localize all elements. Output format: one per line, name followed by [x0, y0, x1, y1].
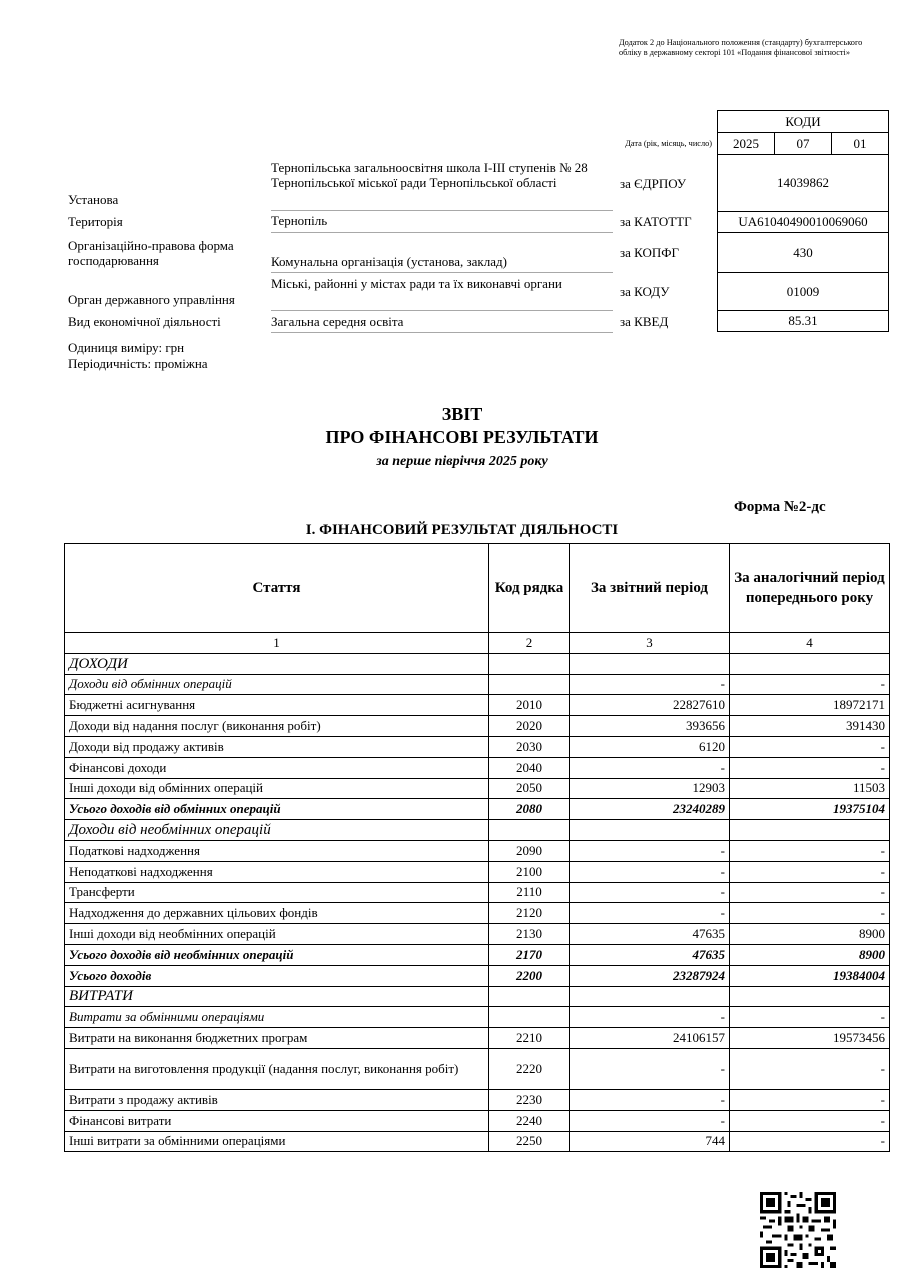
section-title: І. ФІНАНСОВИЙ РЕЗУЛЬТАТ ДІЯЛЬНОСТІ — [305, 522, 619, 538]
row-current-value — [570, 986, 730, 1007]
row-name: Інші доходи від необмінних операцій — [65, 924, 489, 945]
date-year: 2025 — [717, 132, 775, 155]
row-previous-value: 19375104 — [730, 799, 890, 820]
row-code: 2220 — [489, 1048, 570, 1089]
row-current-value — [570, 653, 730, 674]
report-title: ЗВІТ — [441, 404, 483, 424]
row-current-value: 6120 — [570, 736, 730, 757]
row-code: 2010 — [489, 695, 570, 716]
row-name: Доходи від необмінних операцій — [65, 820, 489, 841]
row-name: ДОХОДИ — [65, 653, 489, 674]
row-code: 2020 — [489, 716, 570, 737]
table-row — [65, 1028, 890, 1049]
row-code: 2110 — [489, 882, 570, 903]
table-row — [65, 695, 890, 716]
row-name: Фінансові доходи — [65, 757, 489, 778]
row-code: 2240 — [489, 1110, 570, 1131]
header-row-code: Код рядка — [489, 544, 570, 633]
row-code: 2030 — [489, 736, 570, 757]
row-current-value: 23287924 — [570, 965, 730, 986]
row-current-value: - — [570, 882, 730, 903]
row-previous-value — [730, 653, 890, 674]
row-current-value: 393656 — [570, 716, 730, 737]
row-current-value: - — [570, 861, 730, 882]
row-name: Усього доходів від обмінних операцій — [65, 799, 489, 820]
periodicity: Періодичність: проміжна — [68, 356, 208, 371]
row-code — [489, 674, 570, 695]
qr-code-icon — [760, 1192, 836, 1268]
row-name: Доходи від надання послуг (виконання робіт) — [65, 716, 489, 737]
row-current-value: 744 — [570, 1131, 730, 1152]
row-name: Інші доходи від обмінних операцій — [65, 778, 489, 799]
header-previous-period: За аналогічний період попереднього року — [730, 544, 890, 633]
table-row — [65, 965, 890, 986]
requisite-value-activity: Загальна середня освіта — [271, 314, 613, 333]
requisite-label-institution: Установа — [68, 192, 119, 207]
row-name: Фінансові витрати — [65, 1110, 489, 1131]
row-current-value: 47635 — [570, 944, 730, 965]
row-name: Доходи від обмінних операцій — [65, 674, 489, 695]
requisite-code-edrpou: 14039862 — [717, 154, 889, 212]
requisite-label-territory: Територія — [68, 214, 123, 229]
row-code: 2130 — [489, 924, 570, 945]
row-current-value: - — [570, 1048, 730, 1089]
row-current-value — [570, 820, 730, 841]
header-article: Стаття — [65, 544, 489, 633]
requisite-code-kopfg: 430 — [717, 232, 889, 273]
row-name: Доходи від продажу активів — [65, 736, 489, 757]
row-name: Інші витрати за обмінними операціями — [65, 1131, 489, 1152]
row-code: 2230 — [489, 1089, 570, 1110]
table-row — [65, 653, 890, 674]
table-row — [65, 1131, 890, 1152]
col-number: 3 — [570, 633, 730, 654]
table-row — [65, 944, 890, 965]
requisite-label-activity: Вид економічної діяльності — [68, 314, 221, 329]
row-previous-value: 8900 — [730, 944, 890, 965]
table-row — [65, 882, 890, 903]
row-previous-value — [730, 986, 890, 1007]
row-previous-value: - — [730, 736, 890, 757]
row-code: 2200 — [489, 965, 570, 986]
row-previous-value: 8900 — [730, 924, 890, 945]
form-number: Форма №2-дс — [734, 499, 826, 515]
table-row — [65, 924, 890, 945]
table-row — [65, 736, 890, 757]
table-row — [65, 840, 890, 861]
col-number: 2 — [489, 633, 570, 654]
row-code: 2090 — [489, 840, 570, 861]
row-code — [489, 820, 570, 841]
row-code: 2170 — [489, 944, 570, 965]
row-current-value: - — [570, 674, 730, 695]
table-row — [65, 1110, 890, 1131]
table-row — [65, 1007, 890, 1028]
row-code: 2080 — [489, 799, 570, 820]
requisite-value-territory: Тернопіль — [271, 213, 613, 233]
row-code: 2120 — [489, 903, 570, 924]
requisite-code-kodu: 01009 — [717, 272, 889, 311]
row-current-value: 22827610 — [570, 695, 730, 716]
row-name: Витрати за обмінними операціями — [65, 1007, 489, 1028]
requisite-value-institution: Тернопільська загальноосвітня школа І-ІІІ ступенів № 28 Тернопільської міської ради Тернопільської області — [271, 160, 613, 211]
table-row — [65, 799, 890, 820]
row-current-value: 47635 — [570, 924, 730, 945]
requisite-label-opf: Організаційно-правова форма господарювання — [68, 238, 234, 268]
row-previous-value: - — [730, 882, 890, 903]
row-previous-value: - — [730, 903, 890, 924]
row-current-value: - — [570, 1089, 730, 1110]
row-current-value: 12903 — [570, 778, 730, 799]
header-current-period: За звітний період — [570, 544, 730, 633]
row-previous-value: - — [730, 674, 890, 695]
row-name: Витрати на виготовлення продукції (надання послуг, виконання робіт) — [65, 1048, 489, 1089]
date-month: 07 — [774, 132, 832, 155]
row-code — [489, 653, 570, 674]
date-day: 01 — [831, 132, 889, 155]
row-code: 2250 — [489, 1131, 570, 1152]
row-current-value: 23240289 — [570, 799, 730, 820]
requisite-value-opf: Комунальна організація (установа, заклад) — [271, 254, 613, 273]
row-code: 2040 — [489, 757, 570, 778]
row-previous-value: 19384004 — [730, 965, 890, 986]
requisite-code-label-edrpou: за ЄДРПОУ — [620, 176, 687, 191]
row-current-value: - — [570, 903, 730, 924]
table-row — [65, 903, 890, 924]
table-row — [65, 861, 890, 882]
requisite-code-label-kved: за КВЕД — [620, 314, 669, 329]
row-previous-value: 11503 — [730, 778, 890, 799]
row-current-value: - — [570, 840, 730, 861]
table-row — [65, 674, 890, 695]
row-previous-value: - — [730, 757, 890, 778]
col-number: 4 — [730, 633, 890, 654]
row-name: Витрати на виконання бюджетних програм — [65, 1028, 489, 1049]
requisite-code-katottg: UA61040490010069060 — [717, 211, 889, 233]
financial-results-table — [64, 543, 890, 1152]
report-period: за перше півріччя 2025 року — [376, 454, 548, 469]
row-previous-value — [730, 820, 890, 841]
row-code: 2100 — [489, 861, 570, 882]
date-label: Дата (рік, місяць, число) — [625, 139, 712, 148]
table-row — [65, 778, 890, 799]
row-code: 2050 — [489, 778, 570, 799]
row-code — [489, 1007, 570, 1028]
row-name: Надходження до державних цільових фондів — [65, 903, 489, 924]
row-name: Податкові надходження — [65, 840, 489, 861]
requisite-code-label-kodu: за КОДУ — [620, 284, 670, 299]
row-previous-value: - — [730, 1131, 890, 1152]
table-row — [65, 986, 890, 1007]
row-code — [489, 986, 570, 1007]
row-current-value: 24106157 — [570, 1028, 730, 1049]
row-previous-value: 18972171 — [730, 695, 890, 716]
row-previous-value: - — [730, 1110, 890, 1131]
row-previous-value: - — [730, 1048, 890, 1089]
table-row — [65, 716, 890, 737]
row-current-value: - — [570, 757, 730, 778]
row-name: Неподаткові надходження — [65, 861, 489, 882]
annex-note: Додаток 2 до Національного положення (стандарту) бухгалтерського обліку в державному секторі 101 «Подання фінансової звітності» — [619, 38, 863, 58]
table-row — [65, 1048, 890, 1089]
requisite-code-label-kopfg: за КОПФГ — [620, 245, 680, 260]
row-name: Витрати з продажу активів — [65, 1089, 489, 1110]
row-previous-value: - — [730, 840, 890, 861]
row-name: ВИТРАТИ — [65, 986, 489, 1007]
row-name: Трансферти — [65, 882, 489, 903]
row-previous-value: - — [730, 861, 890, 882]
row-previous-value: 19573456 — [730, 1028, 890, 1049]
requisite-code-kved: 85.31 — [717, 310, 889, 332]
row-name: Усього доходів — [65, 965, 489, 986]
row-previous-value: 391430 — [730, 716, 890, 737]
row-name: Бюджетні асигнування — [65, 695, 489, 716]
unit-of-measure: Одиниця виміру: грн — [68, 340, 185, 355]
row-code: 2210 — [489, 1028, 570, 1049]
row-current-value: - — [570, 1110, 730, 1131]
row-current-value: - — [570, 1007, 730, 1028]
row-previous-value: - — [730, 1089, 890, 1110]
report-subtitle: ПРО ФІНАНСОВІ РЕЗУЛЬТАТИ — [325, 427, 599, 447]
table-row — [65, 1089, 890, 1110]
row-name: Усього доходів від необмінних операцій — [65, 944, 489, 965]
requisite-label-authority: Орган державного управління — [68, 292, 235, 307]
table-row — [65, 820, 890, 841]
requisite-value-authority: Міські, районні у містах ради та їх виконавчі органи — [271, 276, 613, 311]
requisite-code-label-katottg: за КАТОТТГ — [620, 214, 692, 229]
row-previous-value: - — [730, 1007, 890, 1028]
table-row — [65, 757, 890, 778]
col-number: 1 — [65, 633, 489, 654]
codes-header: КОДИ — [717, 110, 889, 133]
